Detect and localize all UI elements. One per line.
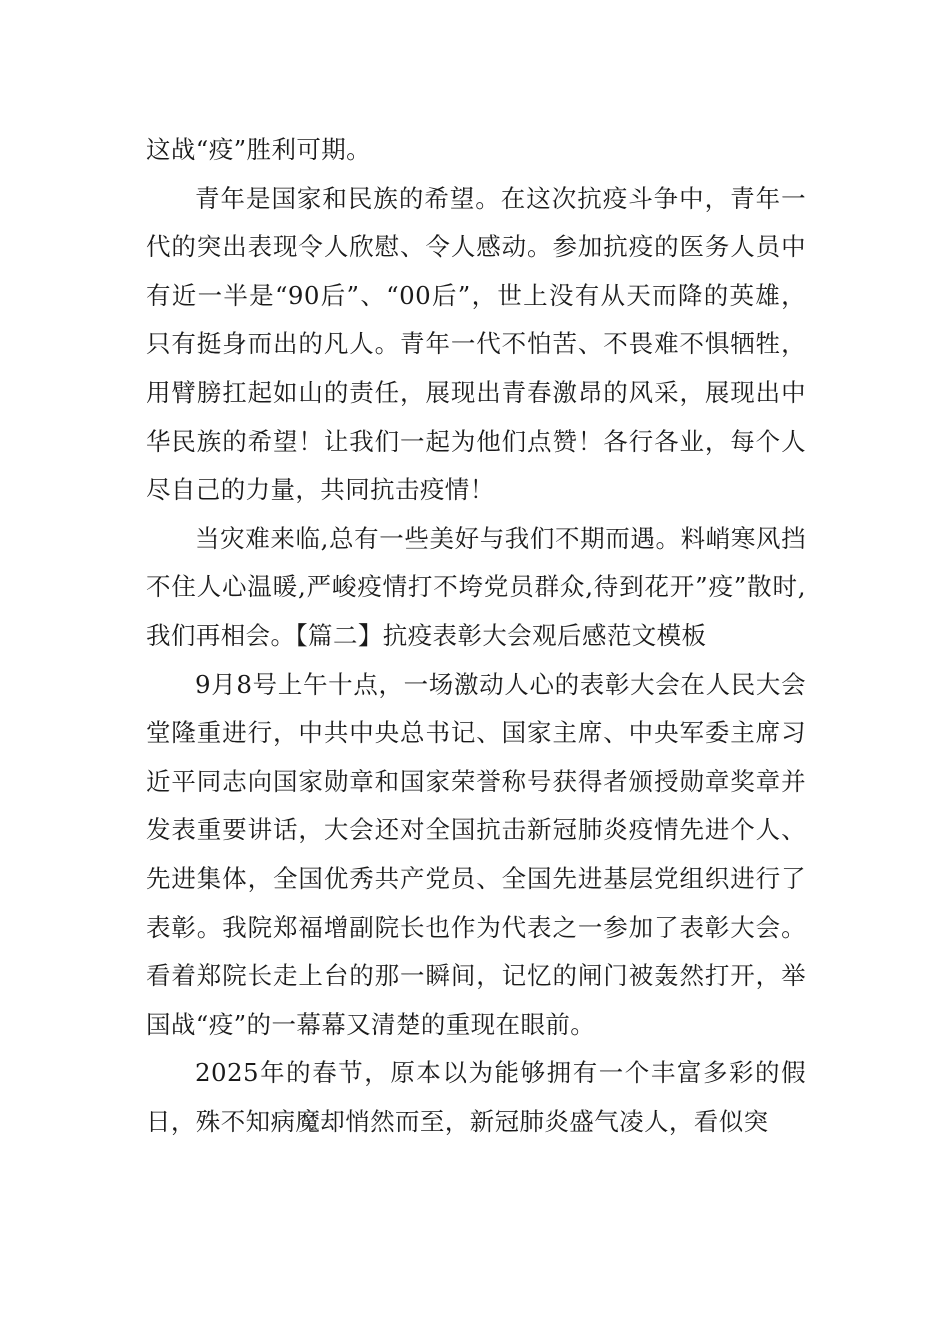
paragraph-ceremony: 9月8号上午十点，一场激动人心的表彰大会在人民大会堂隆重进行，中共中央总书记、国家主席、中央军委主席习近平同志向国家勋章和国家荣誉称号获得者颁授勋章奖章并发表重要讲话，大会还对全国抗击新冠肺炎疫情先进个人、先进集体，全国优秀共产党员、全国先进基层党组织进行了表彰。我院郑福增副院长也作为代表之一参加了表彰大会。看着郑院长走上台的那一瞬间，记忆的闸门被轰然打开，举国战“疫”的一幕幕又清楚的重现在眼前。: [146, 669, 806, 1039]
paragraph-youth: 青年是国家和民族的希望。在这次抗疫斗争中，青年一代的突出表现令人欣慰、令人感动。参加抗疫的医务人员中有近一半是“90后”、“00后”，世上没有从天而降的英雄，只有挺身而出的凡人。青年一代不怕苦、不畏难不惧牺牲，用臂膀扛起如山的责任，展现出青春激昂的风采，展现出中华民族的希望！让我们一起为他们点赞！各行各业，每个人尽自己的力量，共同抗击疫情！: [146, 183, 806, 505]
paragraph-spring-festival: 2025年的春节，原本以为能够拥有一个丰富多彩的假日，殊不知病魔却悄然而至，新冠肺炎盛气凌人，看似突: [146, 1058, 806, 1136]
document-body: [146, 126, 806, 1146]
paragraph-disaster: 当灾难来临,总有一些美好与我们不期而遇。料峭寒风挡不住人心温暖,严峻疫情打不垮党员群众,待到花开”疫”散时,我们再相会。【篇二】抗疫表彰大会观后感范文模板: [146, 523, 806, 650]
paragraph-continuation: 这战“疫”胜利可期。: [146, 135, 372, 164]
